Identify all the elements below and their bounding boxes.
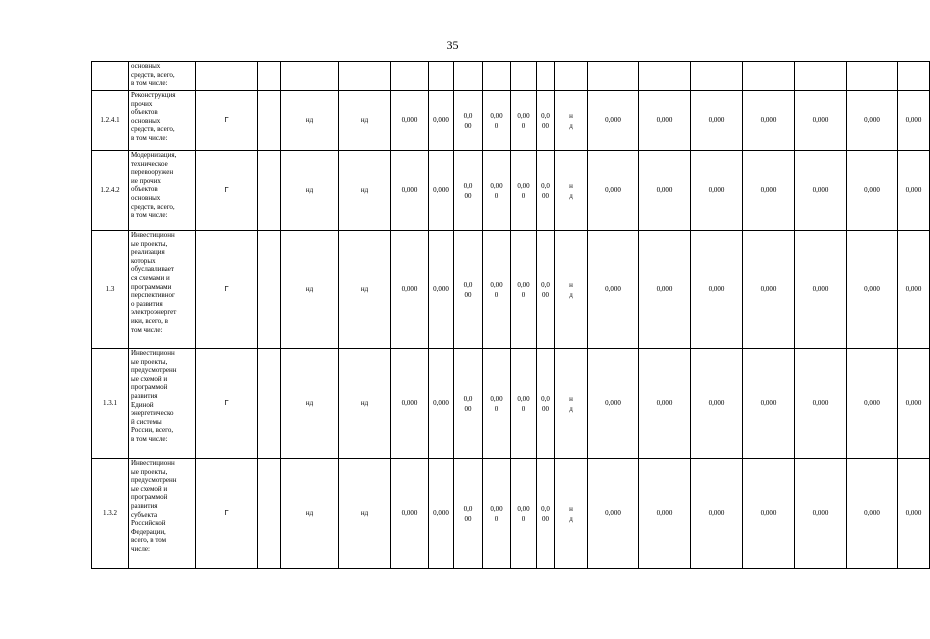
split-value-cell: 0,0 00 xyxy=(537,91,555,151)
g-cell: Г xyxy=(196,151,258,231)
g-cell: Г xyxy=(196,231,258,349)
table-row xyxy=(92,459,930,569)
row-code: 1.2.4.2 xyxy=(92,151,129,231)
table-row xyxy=(92,62,930,91)
g-cell: Г xyxy=(196,349,258,459)
row-name: Инвестиционн ые проекты, предусмотренн ые схемой и программой развития Единой энергетическо й системы России, всего, в том числе: xyxy=(129,349,196,459)
value-cell: 0,000 xyxy=(391,91,429,151)
value-cell: 0,000 xyxy=(391,231,429,349)
value-cell: 0,000 xyxy=(639,459,691,569)
g-cell: Г xyxy=(196,459,258,569)
value-cell: 0,000 xyxy=(743,151,795,231)
value-cell: 0,000 xyxy=(588,231,639,349)
nd-cell: нд xyxy=(281,91,339,151)
row-name: Инвестиционн ые проекты, реализация которых обуславливает ся схемами и программами перспективног о развития электроэнергет ики, всего, в том числе: xyxy=(129,231,196,349)
split-value-cell: 0,00 0 xyxy=(511,151,537,231)
value-cell xyxy=(639,62,691,91)
value-cell: 0,000 xyxy=(743,349,795,459)
nd-cell xyxy=(339,62,391,91)
nd-cell: нд xyxy=(339,459,391,569)
value-cell: 0,000 xyxy=(795,151,847,231)
split-value-cell: 0,00 0 xyxy=(483,151,511,231)
split-value-cell: 0,0 00 xyxy=(537,459,555,569)
empty-cell xyxy=(258,459,281,569)
split-value-cell xyxy=(511,62,537,91)
value-cell: 0,000 xyxy=(795,91,847,151)
split-value-cell: 0,00 0 xyxy=(511,349,537,459)
value-cell xyxy=(691,62,743,91)
value-cell: 0,000 xyxy=(391,151,429,231)
value-cell: 0,000 xyxy=(588,349,639,459)
value-cell: 0,000 xyxy=(639,91,691,151)
value-cell: 0,000 xyxy=(429,231,454,349)
row-name: основных средств, всего, в том числе: xyxy=(129,62,196,91)
value-cell: 0,000 xyxy=(847,349,898,459)
value-cell: 0,000 xyxy=(743,91,795,151)
empty-cell xyxy=(258,91,281,151)
split-value-cell: 0,0 00 xyxy=(537,231,555,349)
row-code: 1.3 xyxy=(92,231,129,349)
nd-split-cell: н д xyxy=(555,151,588,231)
value-cell: 0,000 xyxy=(391,459,429,569)
value-cell: 0,000 xyxy=(639,349,691,459)
split-value-cell: 0,00 0 xyxy=(511,231,537,349)
split-value-cell: 0,0 00 xyxy=(454,151,483,231)
value-cell: 0,000 xyxy=(847,459,898,569)
value-cell: 0,000 xyxy=(429,91,454,151)
row-name: Инвестиционн ые проекты, предусмотренн ые схемой и программой развития субъекта Российской Федерации, всего, в том числе: xyxy=(129,459,196,569)
split-value-cell: 0,00 0 xyxy=(483,231,511,349)
empty-cell xyxy=(258,231,281,349)
value-cell: 0,000 xyxy=(795,349,847,459)
nd-cell: нд xyxy=(339,349,391,459)
nd-cell: нд xyxy=(339,151,391,231)
split-value-cell: 0,0 00 xyxy=(537,151,555,231)
split-value-cell: 0,0 00 xyxy=(454,231,483,349)
nd-cell: нд xyxy=(281,459,339,569)
value-cell: 0,000 xyxy=(639,151,691,231)
value-cell: 0,000 xyxy=(847,151,898,231)
value-cell xyxy=(391,62,429,91)
split-value-cell: 0,00 0 xyxy=(511,91,537,151)
row-code: 1.3.1 xyxy=(92,349,129,459)
value-cell: 0,000 xyxy=(391,349,429,459)
g-cell xyxy=(196,62,258,91)
value-cell: 0,000 xyxy=(898,91,930,151)
row-code xyxy=(92,62,129,91)
split-value-cell: 0,0 00 xyxy=(454,91,483,151)
split-value-cell: 0,00 0 xyxy=(483,349,511,459)
nd-split-cell: н д xyxy=(555,459,588,569)
split-value-cell: 0,00 0 xyxy=(483,459,511,569)
row-name: Модернизация, техническое перевооружен ие прочих объектов основных средств, всего, в том числе: xyxy=(129,151,196,231)
value-cell: 0,000 xyxy=(898,151,930,231)
split-value-cell: 0,0 00 xyxy=(537,349,555,459)
value-cell: 0,000 xyxy=(847,91,898,151)
value-cell: 0,000 xyxy=(743,231,795,349)
value-cell: 0,000 xyxy=(588,91,639,151)
nd-split-cell: н д xyxy=(555,231,588,349)
value-cell xyxy=(743,62,795,91)
page-number: 35 xyxy=(446,38,459,52)
split-value-cell: 0,0 00 xyxy=(454,349,483,459)
row-code: 1.3.2 xyxy=(92,459,129,569)
value-cell xyxy=(847,62,898,91)
row-code: 1.2.4.1 xyxy=(92,91,129,151)
value-cell: 0,000 xyxy=(691,459,743,569)
nd-cell: нд xyxy=(339,91,391,151)
table-row xyxy=(92,231,930,349)
value-cell: 0,000 xyxy=(743,459,795,569)
value-cell: 0,000 xyxy=(429,151,454,231)
nd-split-cell xyxy=(555,62,588,91)
empty-cell xyxy=(258,151,281,231)
nd-split-cell: н д xyxy=(555,91,588,151)
value-cell: 0,000 xyxy=(898,459,930,569)
value-cell: 0,000 xyxy=(691,231,743,349)
value-cell: 0,000 xyxy=(691,151,743,231)
nd-cell: нд xyxy=(281,231,339,349)
value-cell: 0,000 xyxy=(898,349,930,459)
empty-cell xyxy=(258,349,281,459)
value-cell: 0,000 xyxy=(588,151,639,231)
table-row xyxy=(92,151,930,231)
value-cell: 0,000 xyxy=(588,459,639,569)
nd-cell: нд xyxy=(281,349,339,459)
split-value-cell xyxy=(483,62,511,91)
nd-cell xyxy=(281,62,339,91)
row-name: Реконструкция прочих объектов основных средств, всего, в том числе: xyxy=(129,91,196,151)
value-cell xyxy=(429,62,454,91)
value-cell: 0,000 xyxy=(639,231,691,349)
split-value-cell xyxy=(537,62,555,91)
value-cell: 0,000 xyxy=(691,91,743,151)
split-value-cell: 0,00 0 xyxy=(483,91,511,151)
nd-cell: нд xyxy=(281,151,339,231)
table-row xyxy=(92,349,930,459)
value-cell: 0,000 xyxy=(898,231,930,349)
investment-table xyxy=(91,61,930,569)
split-value-cell xyxy=(454,62,483,91)
empty-cell xyxy=(258,62,281,91)
nd-cell: нд xyxy=(339,231,391,349)
g-cell: Г xyxy=(196,91,258,151)
value-cell: 0,000 xyxy=(847,231,898,349)
split-value-cell: 0,0 00 xyxy=(454,459,483,569)
table-row xyxy=(92,91,930,151)
value-cell xyxy=(588,62,639,91)
value-cell: 0,000 xyxy=(795,231,847,349)
value-cell: 0,000 xyxy=(429,349,454,459)
value-cell: 0,000 xyxy=(795,459,847,569)
split-value-cell: 0,00 0 xyxy=(511,459,537,569)
value-cell xyxy=(898,62,930,91)
nd-split-cell: н д xyxy=(555,349,588,459)
value-cell: 0,000 xyxy=(429,459,454,569)
value-cell: 0,000 xyxy=(691,349,743,459)
value-cell xyxy=(795,62,847,91)
